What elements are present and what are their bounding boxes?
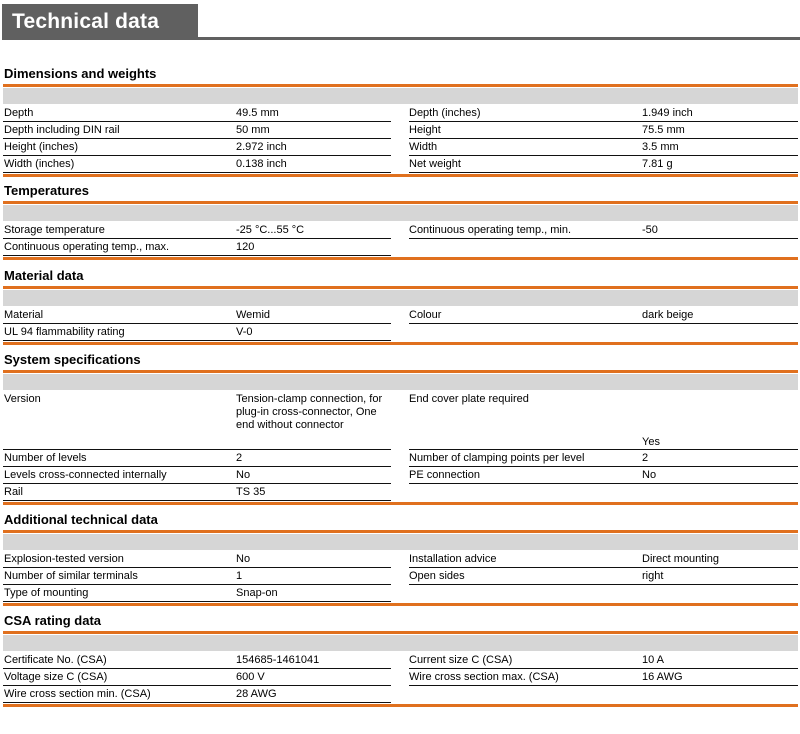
spec-label: Depth (inches) bbox=[409, 107, 481, 119]
table-row bbox=[3, 686, 798, 703]
table-row bbox=[3, 669, 798, 686]
spec-value: 16 AWG bbox=[642, 671, 683, 683]
spec-label: PE connection bbox=[409, 469, 480, 481]
row-divider bbox=[3, 255, 391, 256]
spec-value: No bbox=[236, 553, 251, 565]
spec-value: 50 mm bbox=[236, 124, 270, 136]
spec-value: TS 35 bbox=[236, 486, 266, 498]
spec-label: Wire cross section min. (CSA) bbox=[4, 688, 151, 700]
spec-value: 75.5 mm bbox=[642, 124, 685, 136]
spec-label bbox=[409, 324, 641, 341]
section-bottom-rule bbox=[3, 174, 798, 177]
spec-value: 2 bbox=[642, 452, 649, 464]
spec-value bbox=[642, 686, 797, 703]
spec-label: Rail bbox=[4, 486, 23, 498]
spec-value: 2.972 inch bbox=[236, 141, 287, 153]
table-row bbox=[3, 568, 798, 585]
section-title: Additional technical data bbox=[4, 512, 158, 527]
spec-value: Tension-clamp connection, for plug-in cross-connector, One end without connector bbox=[236, 393, 383, 431]
table-row bbox=[3, 551, 798, 568]
spec-label: Height bbox=[409, 124, 441, 136]
section-header-band bbox=[3, 88, 798, 104]
spec-value: V-0 bbox=[236, 326, 253, 338]
spec-value: Direct mounting bbox=[642, 553, 720, 565]
row-divider bbox=[3, 601, 391, 602]
section-bottom-rule bbox=[3, 603, 798, 606]
section-header-band bbox=[3, 205, 798, 221]
spec-value bbox=[642, 585, 797, 602]
table-row bbox=[3, 484, 798, 501]
spec-value bbox=[642, 239, 797, 256]
spec-label: Certificate No. (CSA) bbox=[4, 654, 107, 666]
spec-value: No bbox=[642, 469, 657, 481]
spec-label: Wire cross section max. (CSA) bbox=[409, 671, 559, 683]
row-divider bbox=[3, 702, 391, 703]
spec-value bbox=[642, 324, 797, 341]
spec-label: Levels cross-connected internally bbox=[4, 469, 167, 481]
spec-label: Installation advice bbox=[409, 553, 497, 565]
spec-label: Material bbox=[4, 309, 44, 321]
spec-value: Yes bbox=[642, 436, 660, 448]
section-top-rule bbox=[3, 84, 798, 87]
table-row bbox=[3, 239, 798, 256]
spec-label: Width (inches) bbox=[4, 158, 75, 170]
spec-label: End cover plate required bbox=[409, 393, 529, 405]
spec-label bbox=[409, 686, 641, 703]
section-header-band bbox=[3, 534, 798, 550]
section-top-rule bbox=[3, 201, 798, 204]
table-row bbox=[3, 391, 798, 450]
spec-label: UL 94 flammability rating bbox=[4, 326, 125, 338]
row-divider bbox=[3, 340, 391, 341]
spec-value: -50 bbox=[642, 224, 658, 236]
section-header-band bbox=[3, 635, 798, 651]
spec-value: 1.949 inch bbox=[642, 107, 693, 119]
spec-label: Current size C (CSA) bbox=[409, 654, 513, 666]
spec-value bbox=[642, 484, 797, 501]
spec-label bbox=[409, 484, 641, 501]
page-header bbox=[0, 4, 800, 40]
spec-label bbox=[409, 585, 641, 602]
table-row bbox=[3, 156, 798, 173]
spec-label: Explosion-tested version bbox=[4, 553, 124, 565]
table-row bbox=[3, 652, 798, 669]
spec-value: dark beige bbox=[642, 309, 694, 321]
section-title: System specifications bbox=[4, 352, 141, 367]
spec-label: Width bbox=[409, 141, 438, 153]
table-row bbox=[3, 324, 798, 341]
spec-value: 154685-1461041 bbox=[236, 654, 320, 666]
spec-label: Version bbox=[4, 393, 41, 405]
spec-label: Continuous operating temp., max. bbox=[4, 241, 170, 253]
section-title: Temperatures bbox=[4, 183, 90, 198]
section-bottom-rule bbox=[3, 342, 798, 345]
spec-label: Colour bbox=[409, 309, 442, 321]
section-bottom-rule bbox=[3, 502, 798, 505]
spec-label: Height (inches) bbox=[4, 141, 78, 153]
section-top-rule bbox=[3, 370, 798, 373]
spec-label: Depth including DIN rail bbox=[4, 124, 120, 136]
spec-value: 3.5 mm bbox=[642, 141, 679, 153]
table-row bbox=[3, 122, 798, 139]
spec-value: 0.138 inch bbox=[236, 158, 287, 170]
section-title: Dimensions and weights bbox=[4, 66, 157, 81]
spec-label bbox=[409, 239, 641, 256]
spec-value: 7.81 g bbox=[642, 158, 673, 170]
spec-value: Snap-on bbox=[236, 587, 278, 599]
spec-label: Storage temperature bbox=[4, 224, 105, 236]
spec-label: Number of clamping points per level bbox=[409, 452, 585, 464]
section-title: CSA rating data bbox=[4, 613, 102, 628]
section-top-rule bbox=[3, 530, 798, 533]
spec-label: Open sides bbox=[409, 570, 465, 582]
spec-label: Continuous operating temp., min. bbox=[409, 224, 572, 236]
spec-value: 600 V bbox=[236, 671, 265, 683]
row-divider bbox=[3, 172, 391, 173]
page-title: Technical data bbox=[2, 4, 198, 40]
table-row bbox=[3, 222, 798, 239]
spec-value: right bbox=[642, 570, 664, 582]
spec-value: 49.5 mm bbox=[236, 107, 279, 119]
section-title: Material data bbox=[4, 268, 84, 283]
section-header-band bbox=[3, 374, 798, 390]
row-divider bbox=[3, 500, 391, 501]
section-bottom-rule bbox=[3, 704, 798, 707]
table-row bbox=[3, 450, 798, 467]
section-top-rule bbox=[3, 631, 798, 634]
spec-label: Voltage size C (CSA) bbox=[4, 671, 108, 683]
table-row bbox=[3, 105, 798, 122]
spec-value: 10 A bbox=[642, 654, 665, 666]
header-rule bbox=[196, 37, 800, 40]
table-row bbox=[3, 467, 798, 484]
spec-value: -25 °C...55 °C bbox=[236, 224, 305, 236]
table-row bbox=[3, 307, 798, 324]
spec-label: Net weight bbox=[409, 158, 461, 170]
section-header-band bbox=[3, 290, 798, 306]
spec-value: 28 AWG bbox=[236, 688, 277, 700]
spec-value: 120 bbox=[236, 241, 255, 253]
section-top-rule bbox=[3, 286, 798, 289]
section-bottom-rule bbox=[3, 257, 798, 260]
spec-value: No bbox=[236, 469, 251, 481]
spec-value: Wemid bbox=[236, 309, 271, 321]
spec-value: 2 bbox=[236, 452, 243, 464]
spec-value: 1 bbox=[236, 570, 243, 582]
table-row bbox=[3, 139, 798, 156]
spec-label: Depth bbox=[4, 107, 34, 119]
spec-label: Number of levels bbox=[4, 452, 87, 464]
row-divider bbox=[409, 172, 798, 173]
spec-label: Number of similar terminals bbox=[4, 570, 138, 582]
spec-label: Type of mounting bbox=[4, 587, 89, 599]
table-row bbox=[3, 585, 798, 602]
